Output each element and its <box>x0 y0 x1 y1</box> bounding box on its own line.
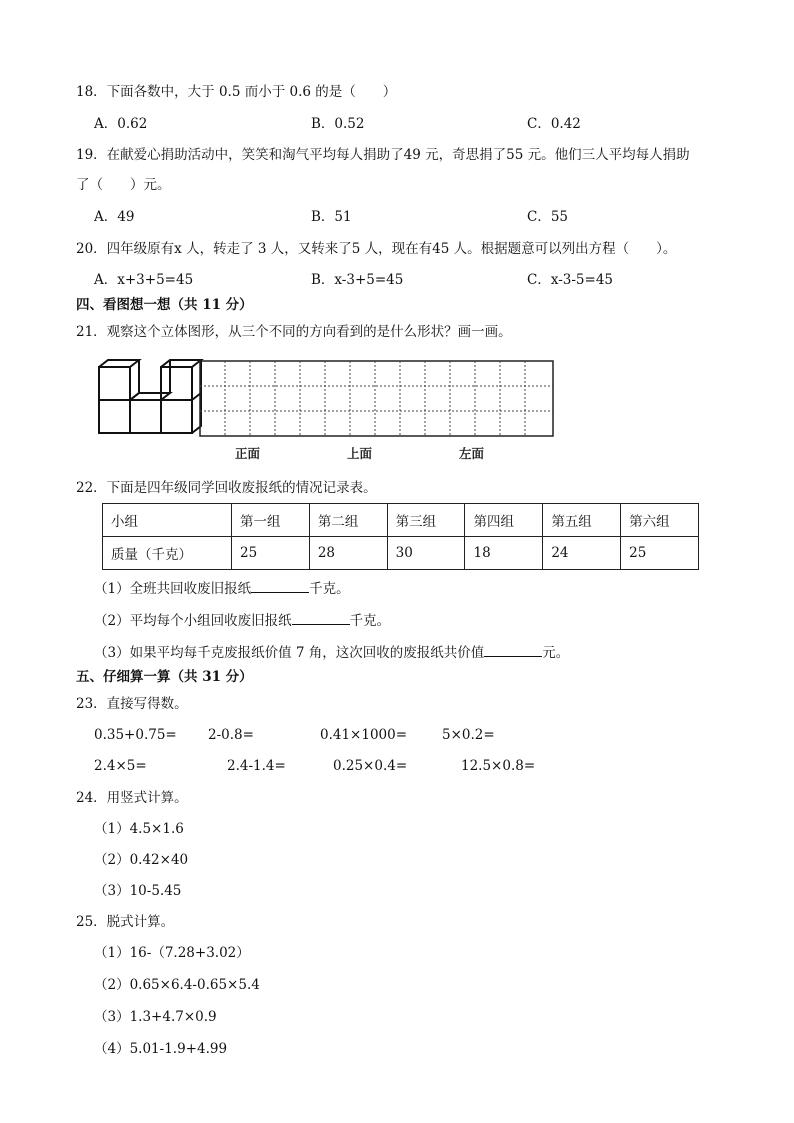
q22-stem: 22．下面是四年级同学回收废报纸的情况记录表。 <box>76 480 377 496</box>
table-cell: 24 <box>543 537 621 570</box>
table-row <box>103 537 699 570</box>
table-cell: 30 <box>387 537 465 570</box>
q20-stem: 20．四年级原有x 人，转走了 3 人，又转来了5 人，现在有45 人。根据题意可以列出方程（ ）。 <box>76 241 677 257</box>
table-cell: 质量（千克） <box>103 537 232 570</box>
cube-solid-illustration <box>99 360 201 433</box>
table-cell: 第三组 <box>387 504 465 537</box>
q19-option-a[interactable]: A．49 <box>94 209 135 225</box>
q23-item: 2-0.8= <box>208 727 254 743</box>
table-cell: 第五组 <box>543 504 621 537</box>
q20-option-c[interactable]: C．x-3-5=45 <box>527 272 613 288</box>
table-cell: 小组 <box>103 504 232 537</box>
q22-part-2 <box>94 611 390 630</box>
table-cell: 25 <box>232 537 310 570</box>
q19-option-c[interactable]: C．55 <box>527 209 569 225</box>
q23-item: 12.5×0.8= <box>461 758 536 774</box>
q22-part-1-text: （1）全班共回收废旧报纸 <box>94 581 252 597</box>
table-cell: 第一组 <box>232 504 310 537</box>
q21-label-top: 上面 <box>347 446 373 461</box>
q18-option-c[interactable]: C．0.42 <box>527 116 581 132</box>
q18-option-b[interactable]: B．0.52 <box>311 116 365 132</box>
q24-item: （2）0.42×40 <box>94 852 189 868</box>
q25-item: （4）5.01-1.9+4.99 <box>94 1041 228 1057</box>
q22-part-1 <box>94 579 350 598</box>
q22-record-table <box>102 503 699 570</box>
q22-part-2-text: （2）平均每个小组回收废旧报纸 <box>94 613 292 629</box>
q23-item: 5×0.2= <box>442 727 495 743</box>
q25-item: （1）16-（7.28+3.02） <box>94 945 250 961</box>
q23-item: 0.35+0.75= <box>94 727 177 743</box>
q18-stem: 18．下面各数中，大于 0.5 而小于 0.6 的是（ ） <box>76 84 397 100</box>
table-cell: 第六组 <box>621 504 699 537</box>
q23-stem: 23．直接写得数。 <box>76 696 188 712</box>
q23-item: 0.41×1000= <box>320 727 408 743</box>
q20-option-b[interactable]: B．x-3+5=45 <box>311 272 404 288</box>
q21-stem: 21．观察这个立体图形，从三个不同的方向看到的是什么形状？画一画。 <box>76 324 512 340</box>
table-cell: 28 <box>309 537 387 570</box>
section-4-heading: 四、看图想一想（共 11 分） <box>76 297 253 313</box>
q24-item: （3）10-5.45 <box>94 883 182 899</box>
q22-part-3-unit: 元。 <box>542 645 570 661</box>
q19-stem-line2: 了（ ）元。 <box>76 177 171 193</box>
q25-stem: 25．脱式计算。 <box>76 914 175 930</box>
answer-blank[interactable] <box>251 579 309 593</box>
q22-part-3 <box>94 643 569 662</box>
table-cell: 25 <box>621 537 699 570</box>
q19-option-b[interactable]: B．51 <box>311 209 352 225</box>
q23-item: 0.25×0.4= <box>333 758 408 774</box>
q23-item: 2.4×5= <box>94 758 147 774</box>
section-5-heading: 五、仔细算一算（共 31 分） <box>76 669 253 685</box>
answer-blank[interactable] <box>292 611 350 625</box>
drawing-grid <box>200 361 553 436</box>
q19-stem-line1: 19．在献爱心捐助活动中，笑笑和淘气平均每人捐助了49 元，奇思捐了55 元。他们三人平均每人捐助 <box>76 147 690 163</box>
q24-item: （1）4.5×1.6 <box>94 821 184 837</box>
q21-label-left: 左面 <box>459 446 485 461</box>
q22-part-3-text: （3）如果平均每千克废报纸价值 7 角，这次回收的废报纸共价值 <box>94 645 485 661</box>
q18-option-a[interactable]: A．0.62 <box>94 116 148 132</box>
q22-part-1-unit: 千克。 <box>309 581 350 597</box>
q21-figure <box>96 358 556 440</box>
table-cell: 第四组 <box>465 504 543 537</box>
q22-part-2-unit: 千克。 <box>349 613 391 629</box>
table-cell: 18 <box>465 537 543 570</box>
q25-item: （3）1.3+4.7×0.9 <box>94 1009 217 1025</box>
table-cell: 第二组 <box>309 504 387 537</box>
q23-item: 2.4-1.4= <box>227 758 286 774</box>
q25-item: （2）0.65×6.4-0.65×5.4 <box>94 977 260 993</box>
table-header-row <box>103 504 699 537</box>
q24-stem: 24．用竖式计算。 <box>76 790 188 806</box>
q21-label-front: 正面 <box>235 446 261 461</box>
answer-blank[interactable] <box>484 643 542 657</box>
q20-option-a[interactable]: A．x+3+5=45 <box>94 272 194 288</box>
